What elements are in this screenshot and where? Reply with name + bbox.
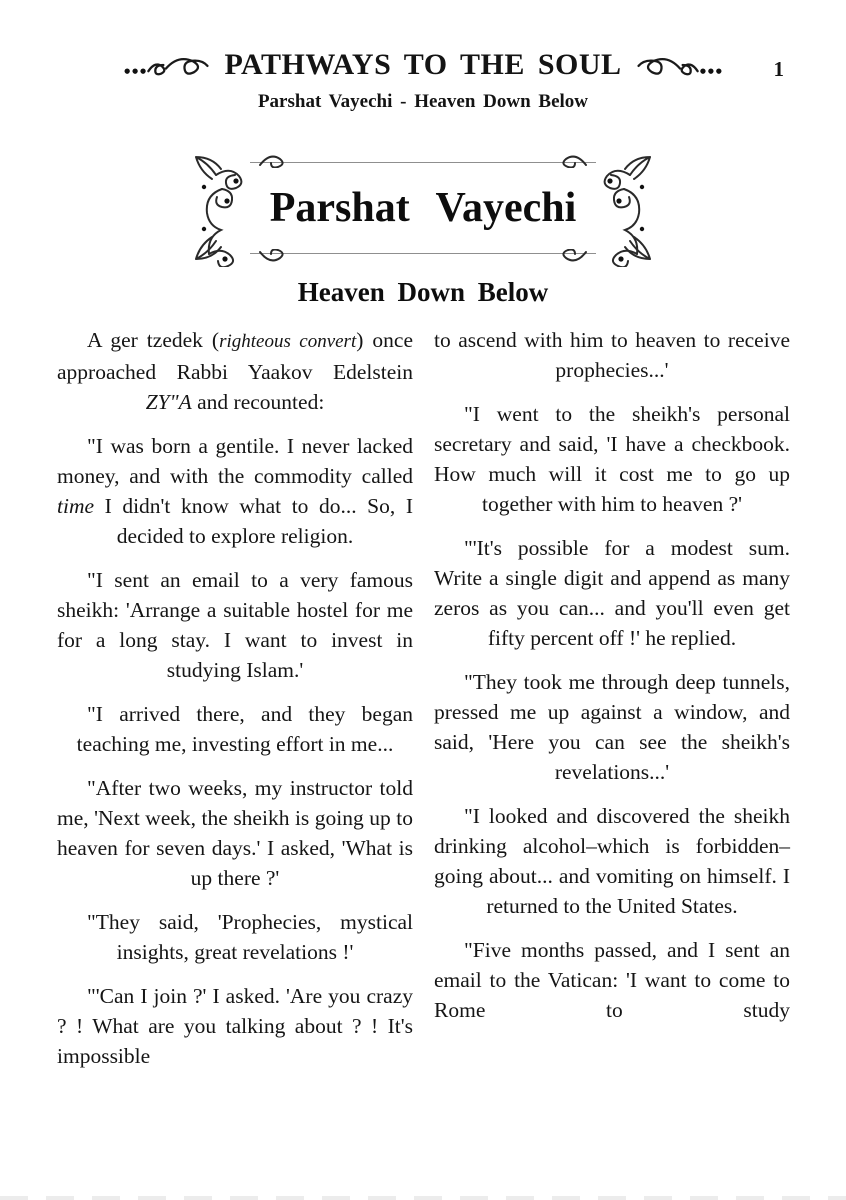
paragraph: to ascend with him to heaven to receive prophecies...' bbox=[434, 328, 790, 382]
paragraph: "Five months passed, and I sent an email to the Vatican: 'I want to come to Rome to study bbox=[434, 938, 790, 1022]
scroll-ornament-left-icon bbox=[118, 50, 214, 80]
section-heading: Heaven Down Below bbox=[297, 277, 549, 307]
paragraph: "I looked and discovered the sheikh drinking alcohol–which is forbidden–going about... and vomiting on himself. I returned to the United States. bbox=[434, 804, 790, 918]
paragraph: "They said, 'Prophecies, mystical insights, great revelations !' bbox=[87, 910, 413, 964]
masthead bbox=[0, 48, 846, 82]
paragraph: "After two weeks, my instructor told me, 'Next week, the sheikh is going up to heaven for seven days.' I asked, 'What is up there ?' bbox=[57, 776, 413, 890]
paragraph: "I was born a gentile. I never lacked money, and with the commodity called time I didn't know what to do... So, I decided to explore religion. bbox=[57, 434, 413, 548]
paragraph: "I went to the sheikh's personal secretary and said, 'I have a checkbook. How much will it cost me to go up together with him to heaven ?' bbox=[434, 402, 790, 516]
paragraph: "'It's possible for a modest sum. Write a single digit and append as many zeros as you can... and you'll even get fifty percent off !' he replied. bbox=[434, 536, 790, 650]
parsha-title-box bbox=[192, 155, 654, 261]
running-subtitle: Parshat Vayechi - Heaven Down Below bbox=[257, 91, 589, 112]
paragraph: "'Can I join ?' I asked. 'Are you crazy ? ! What are you talking about ? ! It's impossible bbox=[57, 984, 413, 1068]
page-edge-artifact bbox=[0, 1196, 846, 1200]
parsha-title: Parshat Vayechi bbox=[269, 185, 577, 231]
paragraph: "I sent an email to a very famous sheikh: 'Arrange a suitable hostel for me for a long stay. I want to invest in studying Islam.' bbox=[57, 568, 413, 682]
page-number: 1 bbox=[773, 57, 784, 81]
book-title: PATHWAYS TO THE SOUL bbox=[224, 48, 622, 81]
paragraph: "They took me through deep tunnels, pressed me up against a window, and said, 'Here you can see the sheikh's revelations...' bbox=[434, 670, 790, 784]
text-columns bbox=[57, 325, 790, 1071]
right-column bbox=[434, 325, 790, 1071]
paragraph: A ger tzedek (righteous convert) once approached Rabbi Yaakov Edelstein ZY"A and recounted: bbox=[57, 328, 413, 414]
scroll-ornament-right-icon bbox=[632, 50, 728, 80]
paragraph: "I arrived there, and they began teaching me, investing effort in me... bbox=[76, 702, 413, 756]
left-column bbox=[57, 325, 413, 1071]
